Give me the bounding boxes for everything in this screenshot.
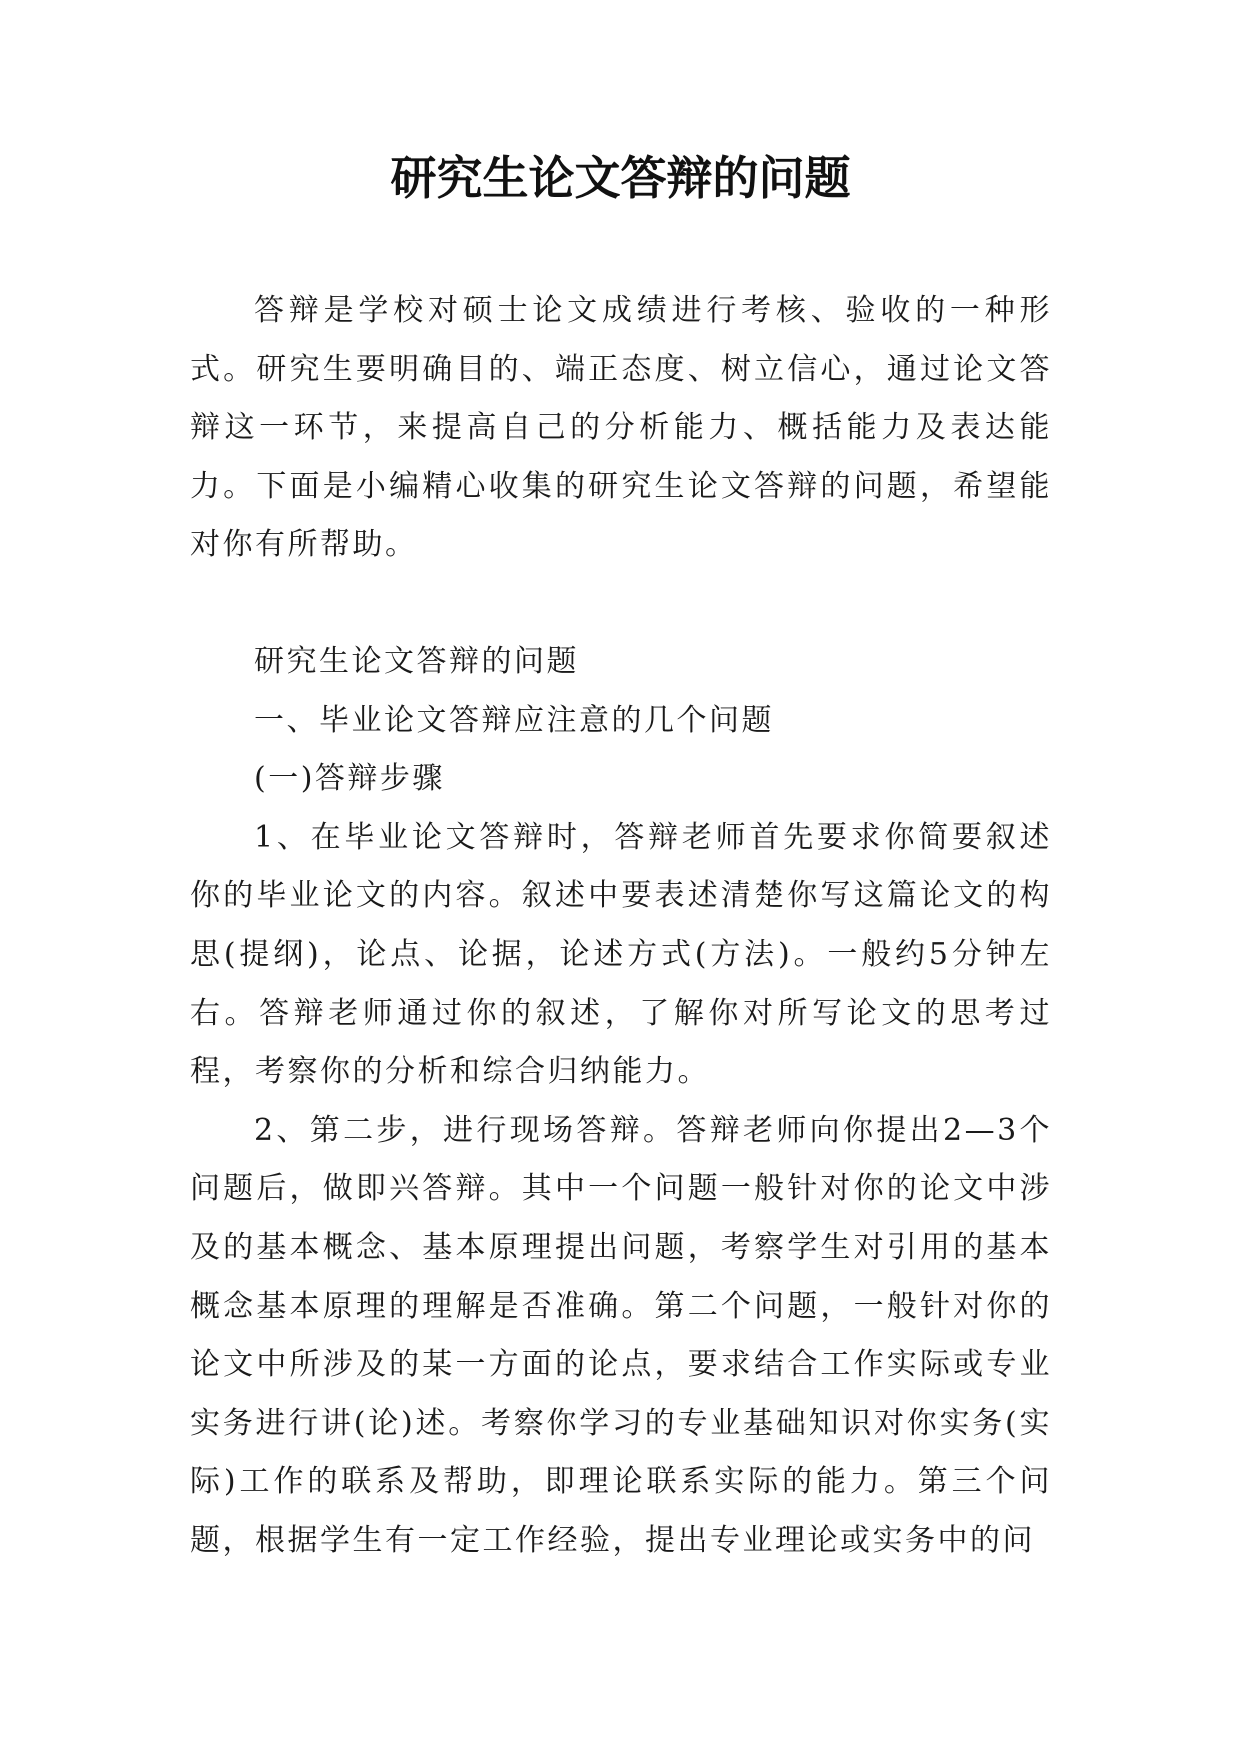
document-body <box>190 282 1052 1570</box>
document-title: 研究生论文答辩的问题 <box>390 151 851 205</box>
subsection-heading: (一)答辩步骤 <box>254 761 445 797</box>
step-1-paragraph: 1、在毕业论文答辩时，答辩老师首先要求你简要叙述你的毕业论文的内容。叙述中要表述清楚你写这篇论文的构思(提纲)，论点、论据，论述方式(方法)。一般约5分钟左右。答辩老师通过你的叙述，了解你对所写论文的思考过程，考察你的分析和综合归纳能力。 <box>190 819 1052 1090</box>
section-heading: 一、毕业论文答辩应注意的几个问题 <box>254 702 774 738</box>
step-2-paragraph: 2、第二步，进行现场答辩。答辩老师向你提出2—3个问题后，做即兴答辩。其中一个问题一般针对你的论文中涉及的基本概念、基本原理提出问题，考察学生对引用的基本概念基本原理的理解是否准确。第二个问题，一般针对你的论文中所涉及的某一方面的论点，要求结合工作实际或专业实务进行讲(论)述。考察你学习的专业基础知识对你实务(实际)工作的联系及帮助，即理论联系实际的能力。第三个问题，根据学生有一定工作经验，提出专业理论或实务中的问 <box>190 1112 1052 1558</box>
section-title: 研究生论文答辩的问题 <box>254 643 579 679</box>
intro-paragraph: 答辩是学校对硕士论文成绩进行考核、验收的一种形式。研究生要明确目的、端正态度、树立信心，通过论文答辩这一环节，来提高自己的分析能力、概括能力及表达能力。下面是小编精心收集的研究生论文答辩的问题，希望能对你有所帮助。 <box>190 293 1052 563</box>
